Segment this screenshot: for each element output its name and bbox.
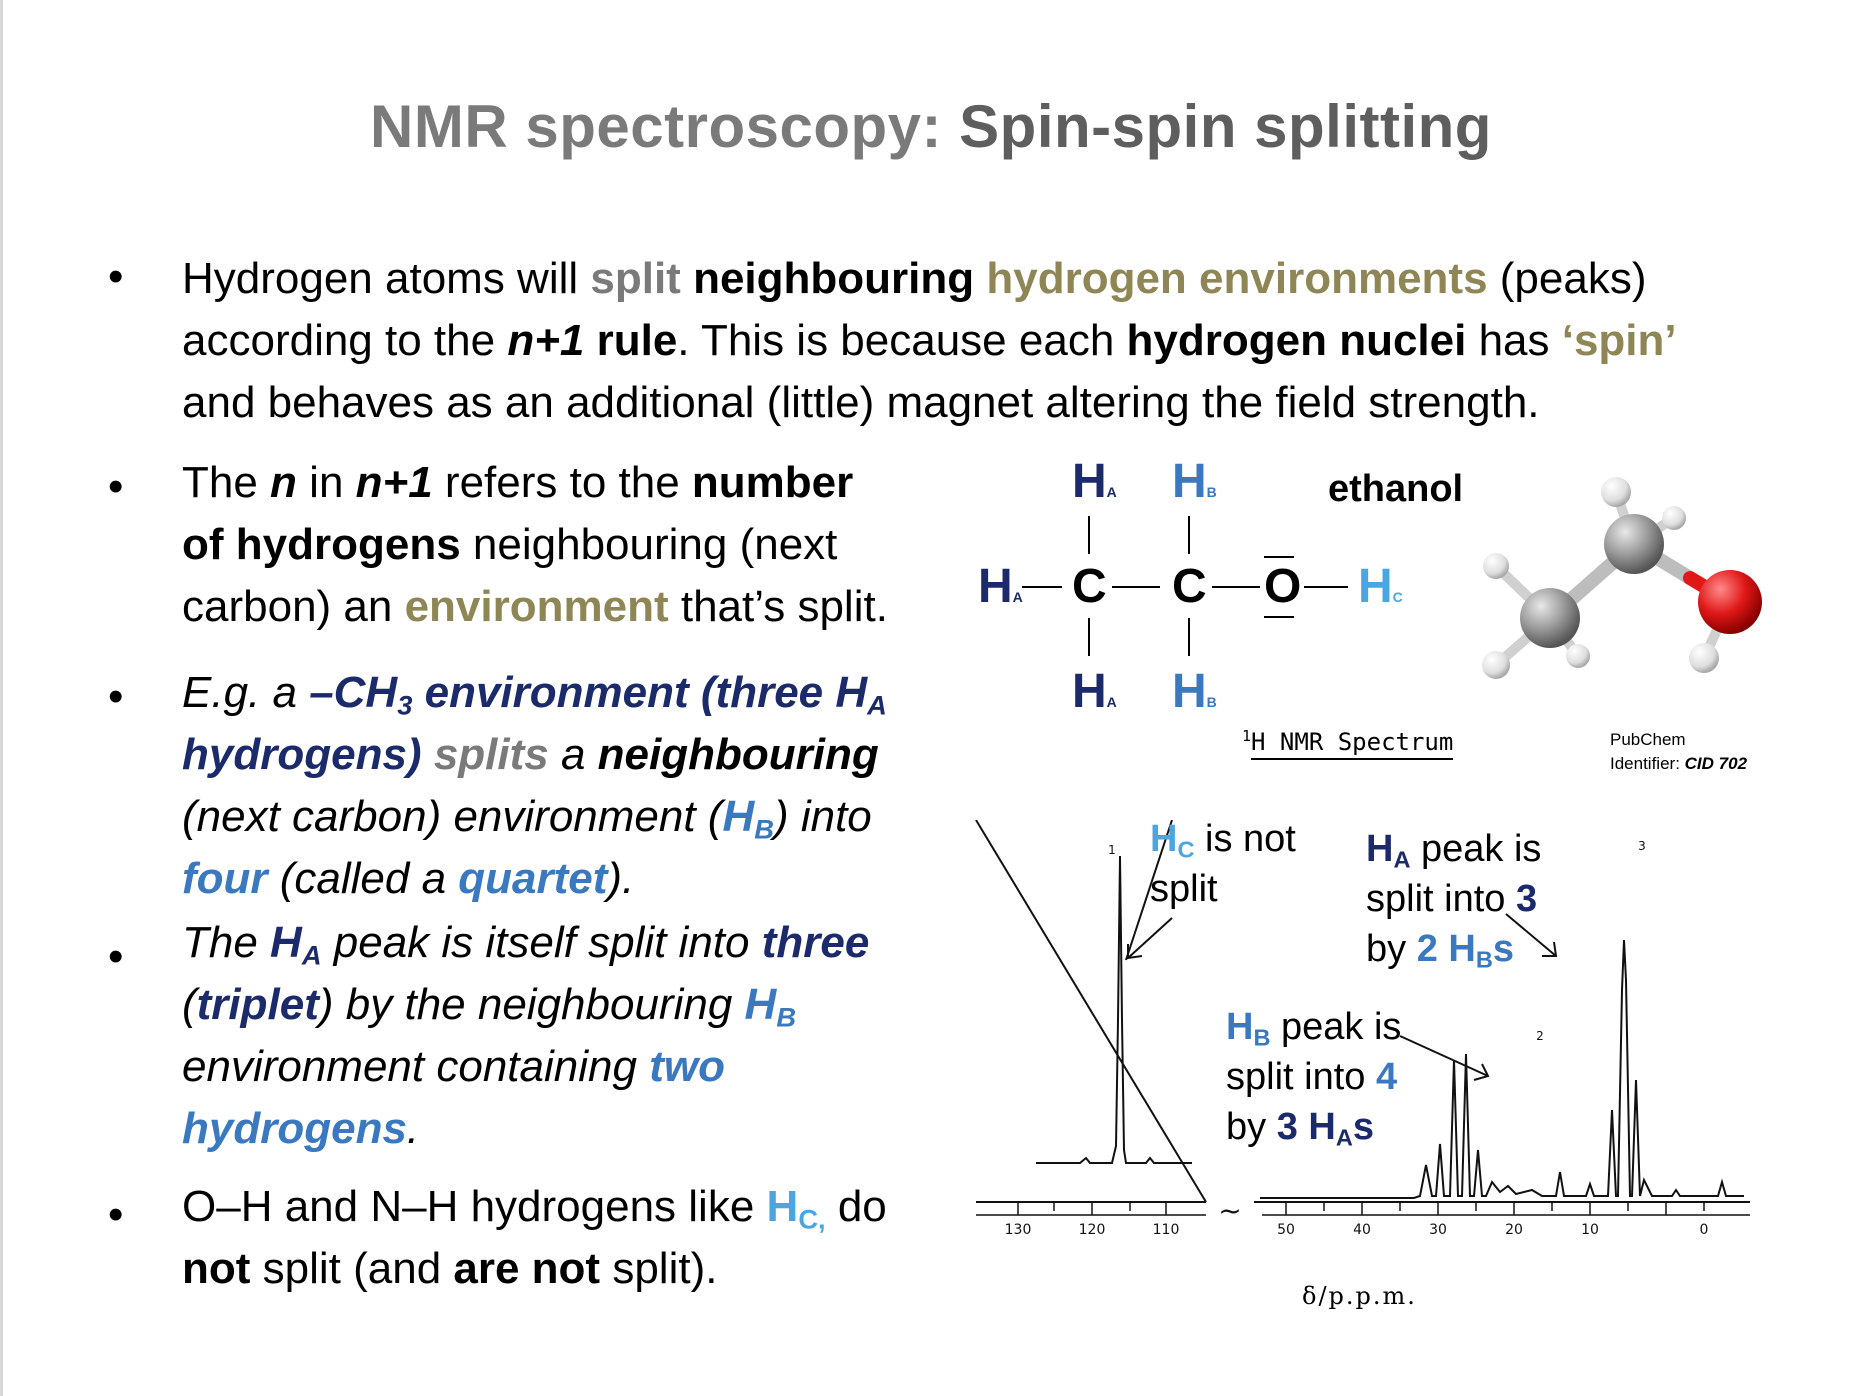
annotation-ha: $H_A$ peak is split into 3 by 2 $H_Bs$ (1366, 828, 1542, 973)
tick-label: 120 (1078, 1222, 1106, 1238)
bond (1088, 618, 1090, 656)
bullet-3-text: E.g. a $-CH_3$ environment (three $H_A$ hydrogens) splits a neighbouring (next carbon) environment $(H_B)$ into four (called a quartet). (182, 668, 887, 903)
tick-label: 0 (1699, 1222, 1709, 1238)
axis-ticks (1018, 1202, 1704, 1215)
tick-label: 110 (1152, 1222, 1180, 1238)
pubchem-identifier: PubChem Identifier: CID 702 (1610, 730, 1748, 773)
bond (1212, 586, 1260, 588)
tick-label: 30 (1429, 1222, 1447, 1238)
atom-h-a-bottom: HA (1072, 665, 1117, 718)
bullet-marker: • (108, 1190, 124, 1239)
bond (1088, 516, 1090, 554)
oxygen-atom (1698, 570, 1762, 634)
bond (1188, 618, 1190, 656)
atom-h-b-bottom: HB (1172, 665, 1217, 718)
hydrogen-atom (1662, 506, 1686, 530)
arrow-hb (1400, 1036, 1488, 1076)
title-part-1: NMR spectroscopy: (370, 93, 942, 160)
bullet-marker: • (108, 252, 124, 301)
arrow-hc (1128, 918, 1172, 958)
bullet-1-text: Hydrogen atoms will split neighbouring hydrogen environments (peaks) according to the n+1 rule. This is because each hydrogen nuclei has ‘spin’ and behaves as an additional (little) magnet altering the field strength. (182, 254, 1677, 427)
peak-label: 3 (1638, 839, 1646, 853)
tick-label: 10 (1581, 1222, 1599, 1238)
spectrum-title: $^1$H NMR Spectrum (1242, 727, 1453, 756)
annotation-hb: $H_B$ peak is split into 4 by 3 $H_As$ (1226, 1006, 1402, 1151)
tick-label: 130 (1004, 1222, 1032, 1238)
ethanol-label: ethanol (1328, 468, 1464, 510)
x-axis-label: δ/p.p.m. (1302, 1282, 1417, 1310)
ethanol-ball-and-stick-model (1450, 440, 1780, 710)
atom-c1: C (1072, 560, 1107, 613)
axis-break: ~ (1218, 1194, 1242, 1227)
tick-label: 40 (1353, 1222, 1371, 1238)
bullet-marker: • (108, 672, 124, 721)
hydrogen-atom (1566, 644, 1590, 668)
bullet-marker: • (108, 932, 124, 981)
peak-label: 2 (1536, 1029, 1544, 1043)
bullet-4-text: The $H_A$ peak is itself split into three (triplet) by the neighbouring $H_B$ environment containing two hydrogens. (182, 918, 870, 1153)
carbon-atom (1520, 588, 1580, 648)
atom-o: O (1264, 560, 1302, 613)
bullet-marker: • (108, 462, 124, 511)
peak-label: 1 (1108, 843, 1116, 857)
atom-h-a-left: HA (978, 560, 1023, 613)
hydrogen-atom (1483, 553, 1509, 579)
bond (1188, 516, 1190, 554)
bond (1022, 586, 1062, 588)
tick-label: 50 (1277, 1222, 1295, 1238)
bullet-5-text: O–H and N–H hydrogens like $H_{C,}$ do not split (and are not split). (182, 1182, 887, 1293)
bond (1112, 586, 1160, 588)
slide-title (0, 92, 1862, 161)
hydrogen-atom (1482, 651, 1510, 679)
hydrogen-atom (1689, 643, 1719, 673)
hydrogen-atom (1601, 477, 1631, 507)
bullet-2-text: The n in n+1 refers to the number of hydrogens neighbouring (next carbon) an environment that’s split. (182, 458, 888, 631)
lone-pair-top (1264, 556, 1294, 558)
annotation-hc: $H_C$ is not split (1150, 818, 1296, 910)
atom-h-a-top: HA (1072, 455, 1117, 508)
title-part-2: Spin-spin splitting (959, 93, 1492, 160)
atom-h-b-top: HB (1172, 455, 1217, 508)
slide-left-edge (0, 0, 3, 1396)
bond (1304, 586, 1348, 588)
tick-label: 20 (1505, 1222, 1523, 1238)
atom-c2: C (1172, 560, 1207, 613)
lone-pair-bottom (1264, 616, 1294, 618)
carbon-atom (1604, 514, 1664, 574)
atom-h-c: HC (1358, 560, 1403, 613)
